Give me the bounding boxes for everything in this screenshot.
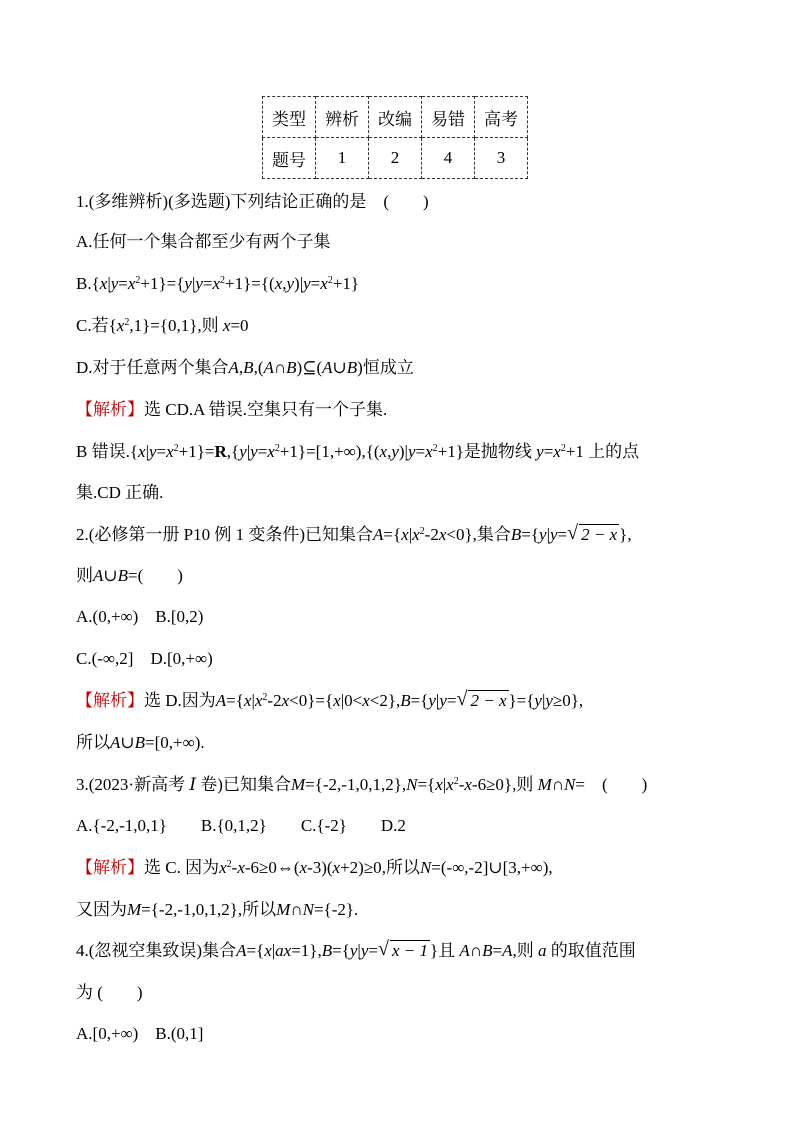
question-type-table bbox=[262, 96, 528, 179]
solution-tag: 【解析】 bbox=[76, 858, 144, 877]
q1-solution-line3: 集.CD 正确. bbox=[76, 483, 164, 502]
sqrt-symbol: √ 2 − x bbox=[456, 688, 507, 710]
q1-stem: 1.(多维辨析)(多选题)下列结论正确的是 ( ) bbox=[76, 192, 429, 211]
q1-option-c-label: C.若 bbox=[76, 316, 109, 335]
table-cell: 易错 bbox=[422, 97, 475, 138]
table-cell: 题号 bbox=[263, 138, 316, 179]
q1-option-b-label: B. bbox=[76, 274, 92, 293]
q3-solution2-prefix: 又因为 bbox=[76, 900, 127, 919]
table-cell: 1 bbox=[316, 138, 369, 179]
q3-solution-line1: 【解析】选 C. 因为$x^2-x-6\ge 0\Leftrightarrow(x-3)(x+2)\ge 0$,所以N=(-∞,-2]∪[3,+∞), bbox=[76, 858, 553, 877]
q4-stem-end: 的取值范围 bbox=[550, 941, 636, 960]
q1-solution-mid: 是抛物线 bbox=[463, 442, 532, 461]
q1-solution-text: 选 CD.A 错误.空集只有一个子集. bbox=[144, 400, 388, 419]
q2-stem-mid: ,集合 bbox=[472, 525, 511, 544]
table-cell: 4 bbox=[422, 138, 475, 179]
q3-roman-one: Ⅰ bbox=[189, 775, 197, 794]
q1-option-d-end: 恒成立 bbox=[362, 358, 414, 377]
q4-stem-suffix: ,则 bbox=[512, 941, 534, 960]
q3-stem-suffix: ,则 bbox=[512, 775, 534, 794]
table-cell: 高考 bbox=[475, 97, 528, 138]
q1-option-b: $B.\{x|y=x^2+1\}=\{y|y=x^2+1\}=\{(x,y)|y=x^2+1\}$ bbox=[76, 274, 360, 293]
q4-stem: 4.(忽视空集致误)集合A={x|ax=1},B={y|y= √ x − 1 }且 A∩B=A,则 a 的取值范围 bbox=[76, 939, 636, 963]
q2-options-cd: C.(-∞,2] D.[0,+∞) bbox=[76, 649, 213, 668]
q2-line2-prefix: 则 bbox=[76, 566, 93, 585]
q1-solution-end: 上的点 bbox=[588, 442, 640, 461]
q3-solution-mid: ,所以 bbox=[381, 858, 420, 877]
sqrt-symbol: √ x − 1 bbox=[377, 938, 428, 960]
table-cell: 3 bbox=[475, 138, 528, 179]
q3-solution-line2: 又因为M={-2,-1,0,1,2},所以M∩N={-2}. bbox=[76, 900, 359, 919]
q3-stem-prefix: 3.(2023·新高考 bbox=[76, 775, 186, 794]
solution-tag: 【解析】 bbox=[76, 691, 144, 710]
table-row bbox=[263, 138, 528, 179]
q2-solution-line1: 【解析】选 D.因为$A=\{x|x^2-2x<0\}=\{x|0<x<2\},B=\{y|y=$ √ 2 − x }={y|y≥0}, bbox=[76, 689, 583, 713]
q3-stem-end: = ( ) bbox=[575, 775, 648, 794]
table-cell: 类型 bbox=[263, 97, 316, 138]
table-cell: 改编 bbox=[369, 97, 422, 138]
q2-stem-line2: 则A∪B=( ) bbox=[76, 566, 183, 585]
solution-tag: 【解析】 bbox=[76, 400, 144, 419]
table-row bbox=[263, 97, 528, 138]
table-cell: 辨析 bbox=[316, 97, 369, 138]
q4-stem-line2: 为 ( ) bbox=[76, 983, 143, 1002]
q1-solution-line2: B 错误$.\{x|y=x^2+1\}=R,\{y|y=x^2+1\}=[1,+\infty),\{(x,y)|y=x^2+1\}$是抛物线 $y=x^2+1$ 上的点 bbox=[76, 442, 640, 461]
q3-stem: 3.(2023·新高考 Ⅰ 卷)已知集合$M=\{-2,-1,0,1,2\},N=\{x|x^2-x-6\ge 0\}$,则 M∩N= ( ) bbox=[76, 775, 648, 794]
q2-line2-suffix: =( ) bbox=[128, 566, 183, 585]
q3-solution2-mid: ,所以 bbox=[237, 900, 277, 919]
q1-option-d-label: D.对于任意两个集合 bbox=[76, 358, 229, 377]
q4-stem-prefix: 4.(忽视空集致误)集合 bbox=[76, 941, 237, 960]
sqrt-symbol: √ 2 − x bbox=[567, 522, 618, 544]
q1-option-c: C.若$\{x^2,1\}=\{0,1\}$,则 x=0 bbox=[76, 316, 249, 335]
q3-stem-mid: 卷)已知集合 bbox=[200, 775, 291, 794]
q3-solution-prefix: 选 C. 因为 bbox=[144, 858, 220, 877]
q1-solution-line1 bbox=[76, 398, 387, 422]
q1-solution-b-label: B 错误. bbox=[76, 442, 130, 461]
q4-options-ab: A.[0,+∞) B.(0,1] bbox=[76, 1024, 204, 1043]
q1-option-d: D.对于任意两个集合A,B,(A∩B)⊆(A∪B)恒成立 bbox=[76, 358, 414, 377]
q2-stem: 2.(必修第一册 P10 例 1 变条件)已知集合$A=\{x|x^2-2x<0\}$,集合B={y|y= √ 2 − x }, bbox=[76, 523, 632, 547]
q2-stem-prefix: 2.(必修第一册 P10 例 1 变条件)已知集合 bbox=[76, 525, 374, 544]
q2-solution2-prefix: 所以 bbox=[76, 733, 110, 752]
q2-options-ab: A.(0,+∞) B.[0,2) bbox=[76, 607, 204, 626]
q3-options: A.{-2,-1,0,1} B.{0,1,2} C.{-2} D.2 bbox=[76, 816, 406, 835]
q1-option-a: A.任何一个集合都至少有两个子集 bbox=[76, 232, 331, 251]
q2-solution-line2: 所以A∪B=[0,+∞). bbox=[76, 733, 205, 752]
q2-solution-prefix: 选 D.因为 bbox=[144, 691, 216, 710]
q4-stem-mid: 且 bbox=[438, 941, 456, 960]
q2-solution2-suffix: =[0,+∞). bbox=[145, 733, 205, 752]
table-cell: 2 bbox=[369, 138, 422, 179]
